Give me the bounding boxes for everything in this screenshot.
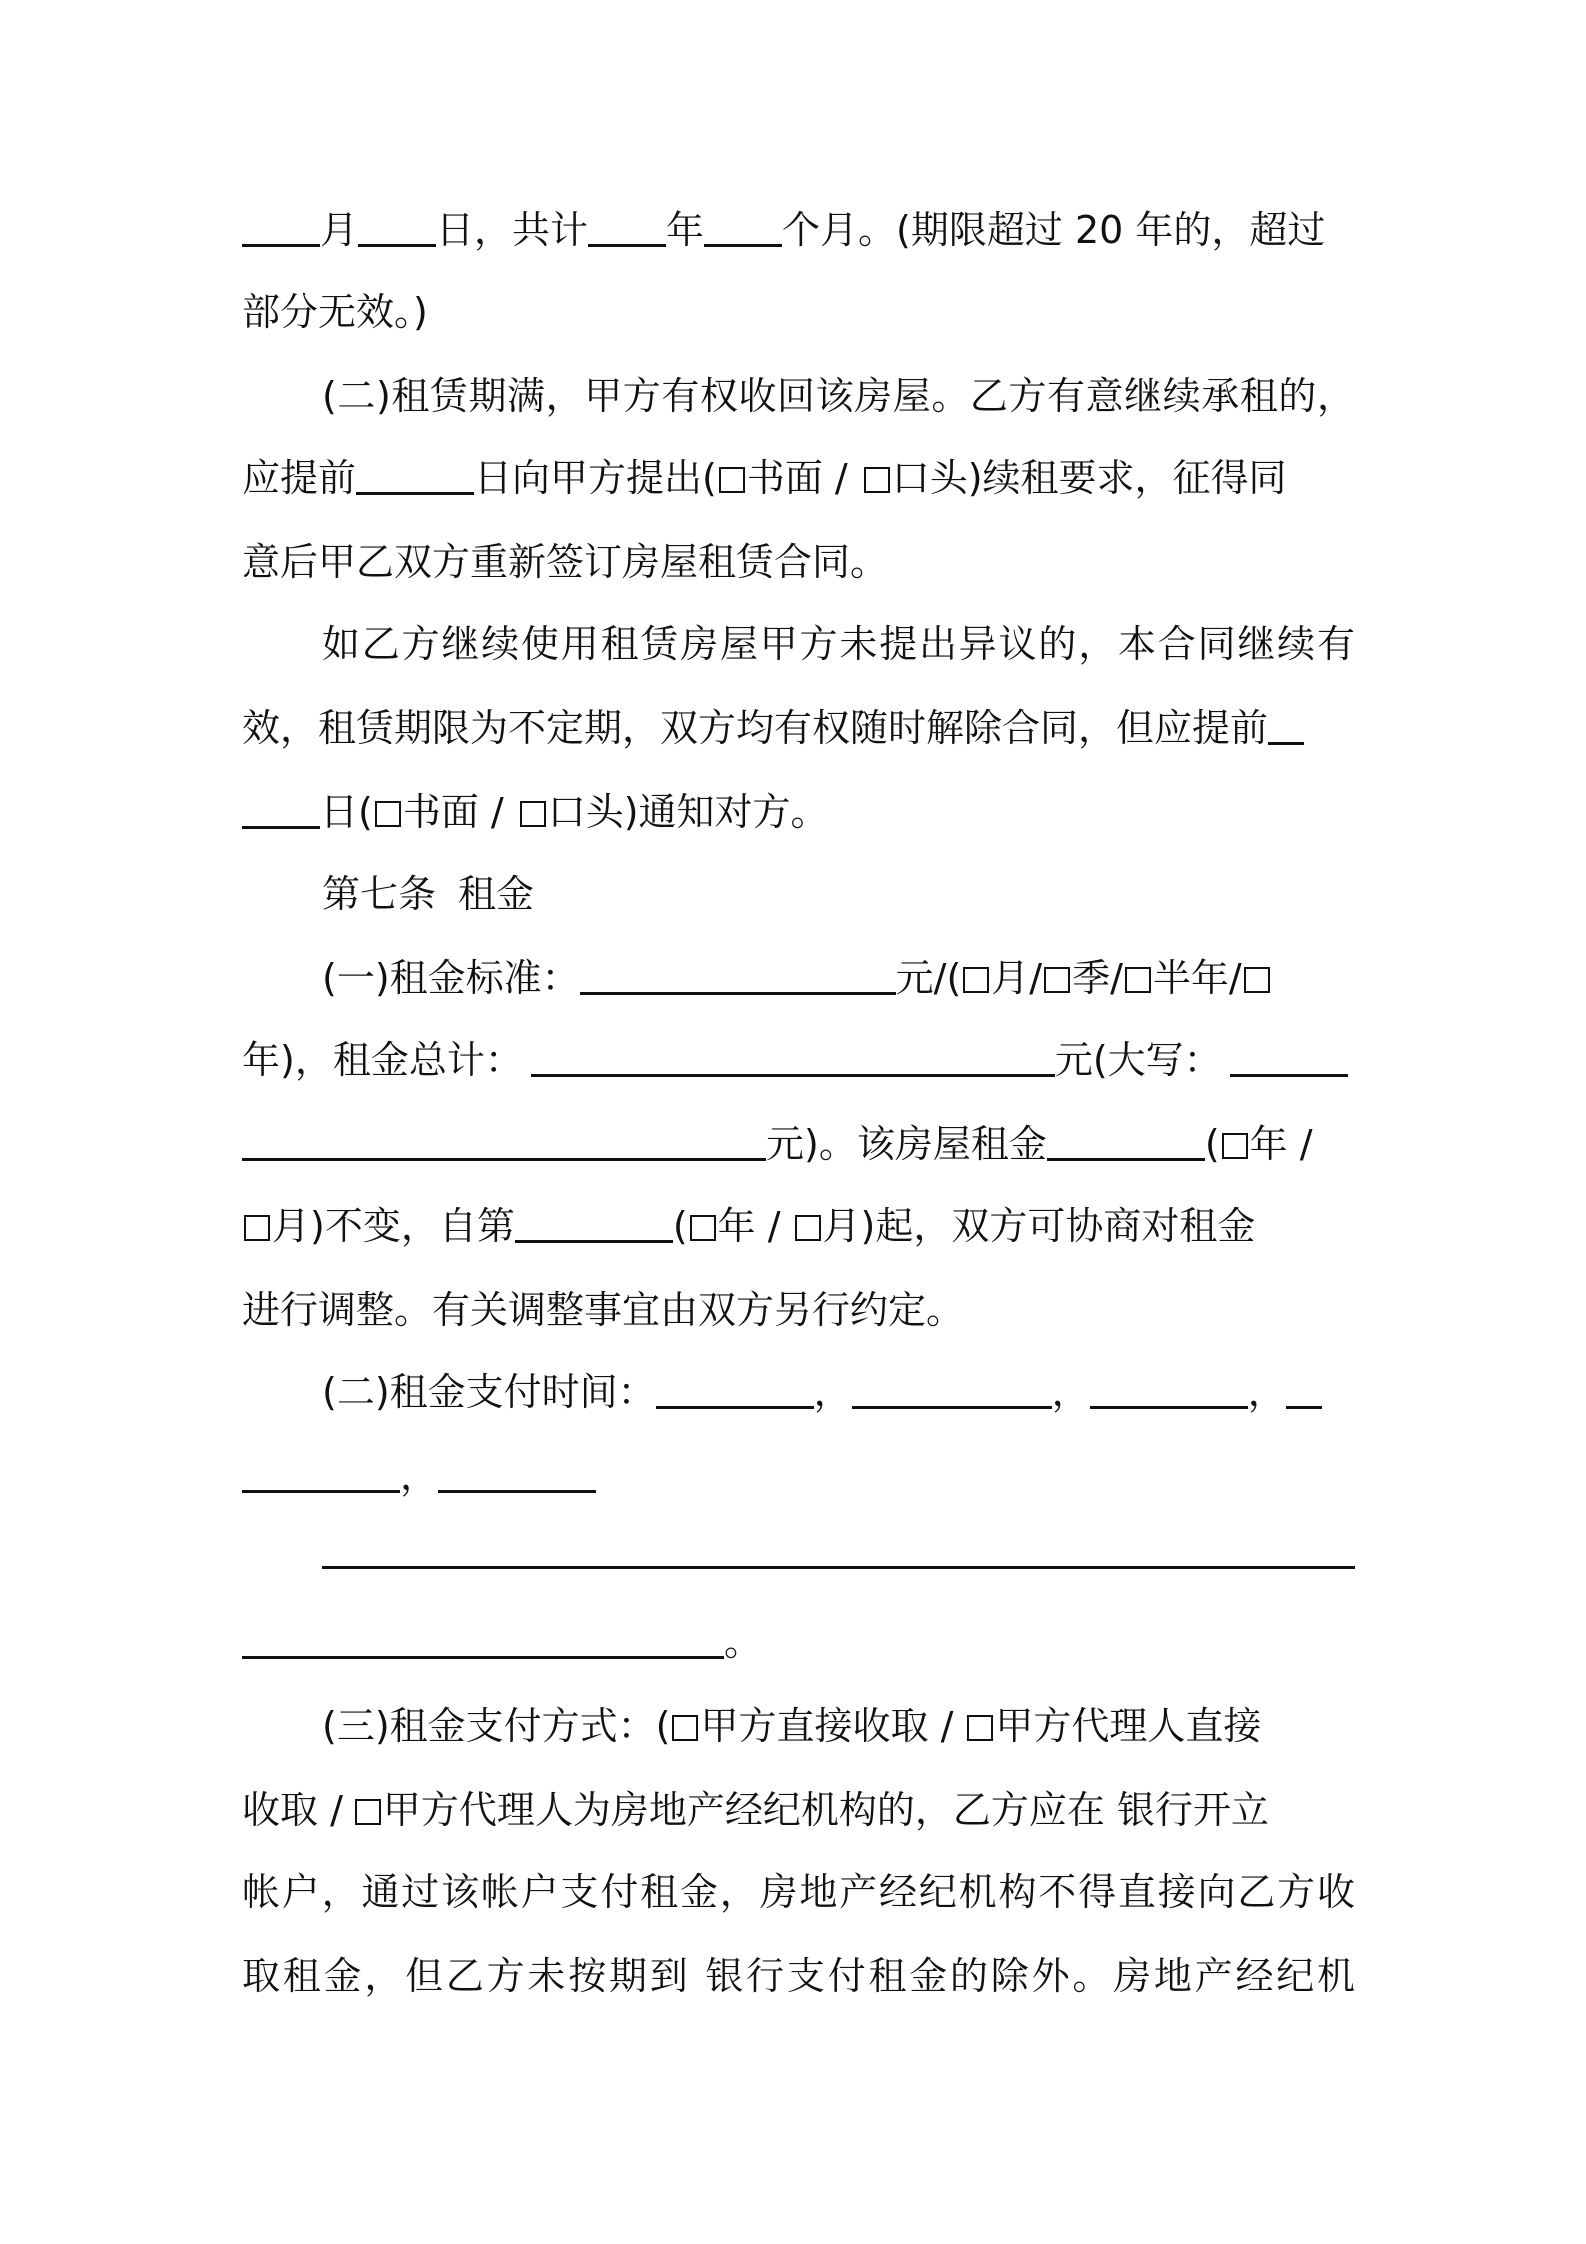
blank-payment-time-5[interactable]	[438, 1454, 596, 1493]
checkbox-half-year[interactable]	[1125, 967, 1151, 993]
text: 书面 /	[402, 790, 504, 834]
checkbox-month[interactable]	[244, 1215, 270, 1241]
checkbox-oral[interactable]	[520, 801, 546, 827]
paragraph-line	[242, 1948, 1355, 2004]
text: (一)租金标准：	[322, 956, 580, 1000]
text: 进行调整。有关调整事宜由双方另行约定。	[242, 1288, 965, 1332]
blank-rent-total-uppercase-cont[interactable]	[242, 1122, 766, 1161]
article-number: 第七条	[322, 872, 437, 916]
rent-standard-line	[322, 950, 1355, 1006]
blank-month[interactable]	[242, 208, 320, 247]
text: 年)，租金总计：	[242, 1038, 523, 1082]
rent-fixed-line	[242, 1116, 1355, 1172]
text: 书面 /	[746, 456, 848, 500]
paragraph-line	[242, 534, 1355, 590]
text: 元/(	[895, 956, 962, 1000]
text: 月	[320, 208, 359, 252]
text: ，	[400, 1454, 439, 1498]
text: 甲方代理人为房地产经纪机构的，乙方应在 银行开立	[382, 1788, 1269, 1832]
checkbox-agent-agency[interactable]	[355, 1799, 381, 1825]
blank-payment-time-3[interactable]	[1090, 1370, 1248, 1409]
text: (二)租金支付时间：	[322, 1370, 656, 1414]
rent-payment-time-cont-line	[242, 1448, 1355, 1504]
rent-payment-method-line	[322, 1698, 1355, 1754]
checkbox-month[interactable]	[795, 1215, 821, 1241]
blank-long-line-cont[interactable]	[242, 1620, 724, 1659]
text: 年 /	[1249, 1122, 1313, 1166]
rent-total-line	[242, 1032, 1355, 1088]
text: 日，共计	[436, 208, 589, 252]
paragraph-line	[242, 1282, 1355, 1338]
text: 部分无效。)	[242, 290, 428, 334]
blank-day[interactable]	[358, 208, 436, 247]
text: 月)起，双方可协商对租金	[822, 1204, 1256, 1248]
checkbox-agent-direct[interactable]	[967, 1715, 993, 1741]
text: 月/	[991, 956, 1043, 1000]
paragraph-line	[242, 700, 1355, 756]
checkbox-landlord-direct[interactable]	[672, 1715, 698, 1741]
rent-adjust-line	[242, 1198, 1355, 1254]
article-title: 租金	[458, 872, 535, 916]
text: 年 /	[717, 1204, 781, 1248]
blank-days[interactable]	[356, 456, 474, 495]
text: (三)租金支付方式：(	[322, 1704, 671, 1748]
text: 取租金，但乙方未按期到 银行支付租金的除外。房地产经纪机	[242, 1954, 1355, 1998]
text: 甲方代理人直接	[995, 1704, 1262, 1748]
text: (	[672, 1204, 688, 1248]
blank-rent-total-uppercase[interactable]	[1230, 1038, 1348, 1077]
blank-payment-time-4[interactable]	[1286, 1370, 1322, 1409]
blank-notice-days-cont[interactable]	[242, 790, 320, 829]
text: 收取 /	[242, 1788, 343, 1832]
text: 口头)续租要求，征得同	[891, 456, 1287, 500]
text: 。	[724, 1620, 763, 1664]
text: (二)租赁期满，甲方有权收回该房屋。乙方有意继续承租的，	[322, 374, 1355, 418]
text: 元)。该房屋租金	[766, 1122, 1047, 1166]
checkbox-quarter[interactable]	[1044, 967, 1070, 993]
text: 半年/	[1152, 956, 1242, 1000]
text: 日(	[320, 790, 373, 834]
paragraph-line	[242, 284, 1355, 340]
text: 应提前	[242, 456, 357, 500]
text: 甲方直接收取 /	[700, 1704, 954, 1748]
blank-notice-days[interactable]	[1268, 706, 1304, 745]
text: 季/	[1072, 956, 1123, 1000]
checkbox-oral[interactable]	[864, 467, 890, 493]
blank-payment-time-2[interactable]	[852, 1370, 1052, 1409]
rent-payment-time-line	[322, 1364, 1355, 1420]
article-heading	[322, 866, 1355, 922]
text: ，	[1051, 1370, 1090, 1414]
long-blank-end-line	[242, 1614, 1355, 1670]
paragraph-line	[322, 368, 1355, 424]
rent-payment-method-cont-line	[242, 1782, 1355, 1838]
renewal-notice-line	[242, 450, 1355, 506]
text: 年	[666, 208, 705, 252]
text: ，	[1247, 1370, 1286, 1414]
text: 个月。(期限超过 20 年的，超过	[782, 208, 1326, 252]
text: 月)不变，自第	[272, 1204, 515, 1248]
blank-payment-time-1[interactable]	[656, 1370, 814, 1409]
checkbox-written[interactable]	[375, 801, 401, 827]
blank-payment-time-4-cont[interactable]	[242, 1454, 400, 1493]
blank-rent-amount[interactable]	[580, 956, 896, 995]
blank-rent-total[interactable]	[531, 1038, 1055, 1077]
text: 元(大写：	[1054, 1038, 1222, 1082]
checkbox-year[interactable]	[1244, 967, 1270, 993]
text: (	[1204, 1122, 1220, 1166]
checkbox-written[interactable]	[719, 467, 745, 493]
blank-years[interactable]	[588, 208, 666, 247]
text: ，	[813, 1370, 852, 1414]
paragraph-line	[242, 1864, 1355, 1920]
blank-adjust-start[interactable]	[515, 1204, 673, 1243]
checkbox-year[interactable]	[1222, 1133, 1248, 1159]
checkbox-year[interactable]	[690, 1215, 716, 1241]
text: 意后甲乙双方重新签订房屋租赁合同。	[242, 540, 889, 584]
blank-months[interactable]	[704, 208, 782, 247]
text: 效，租赁期限为不定期，双方均有权随时解除合同，但应提前	[242, 706, 1269, 750]
text: 日向甲方提出(	[474, 456, 717, 500]
text: 帐户，通过该帐户支付租金，房地产经纪机构不得直接向乙方收	[242, 1870, 1355, 1914]
text: 口头)通知对方。	[547, 790, 829, 834]
notice-method-line	[242, 784, 1355, 840]
term-period-line	[242, 202, 1355, 258]
blank-long-line[interactable]	[322, 1566, 1355, 1569]
text: 如乙方继续使用租赁房屋甲方未提出异议的，本合同继续有	[322, 622, 1355, 666]
checkbox-month[interactable]	[963, 967, 989, 993]
blank-rent-fixed-period[interactable]	[1047, 1122, 1205, 1161]
paragraph-line	[322, 616, 1355, 672]
